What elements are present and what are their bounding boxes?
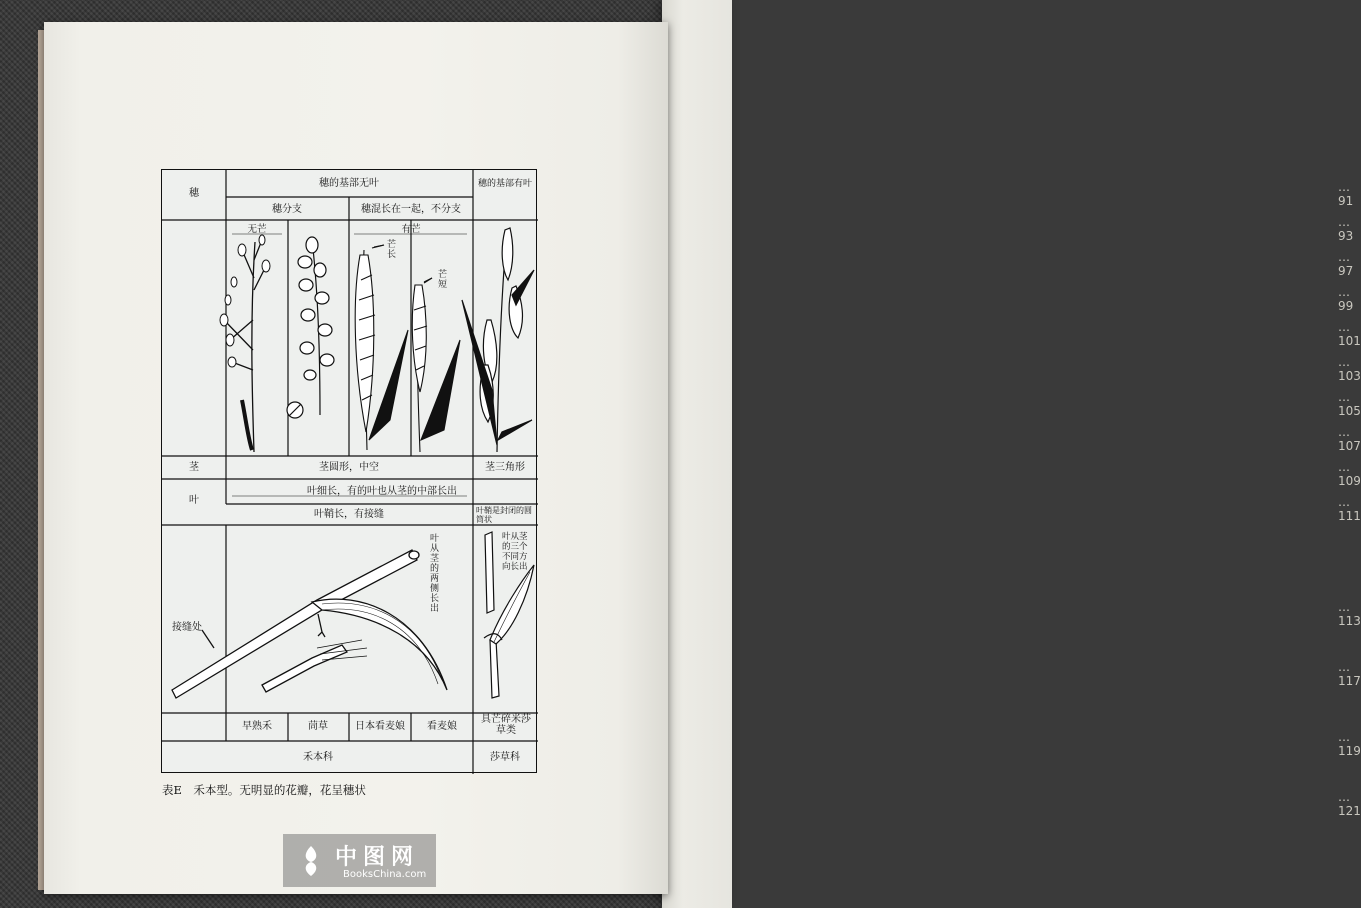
seam-label: 接缝处 [172,622,202,633]
awn-short-illustration [412,278,460,452]
ghost-text: …113 [1338,600,1361,628]
row-label-spike: 穗 [189,188,199,199]
row-label-leaf: 叶 [189,495,199,506]
watermark-logo-icon [295,844,327,878]
awn-long-illustration [355,245,408,450]
label-awn-short: 芒短 [438,270,448,290]
ghost-text: …119 [1338,730,1361,758]
header-mixed: 穗混长在一起，不分支 [361,204,461,215]
ghost-text: …111 [1338,495,1361,523]
species-poa: 早熟禾 [242,721,272,732]
label-awned: 有芒 [401,224,421,235]
beckmannia-illustration [287,237,334,418]
stem-round: 茎圆形，中空 [319,462,379,473]
ghost-text: …117 [1338,660,1361,688]
identification-table [161,169,537,773]
watermark [283,834,436,887]
header-spike-has-leaf: 穗的基部有叶 [477,179,533,189]
ghost-text: …101 [1338,320,1361,348]
ghost-text: …107 [1338,425,1361,453]
ghost-text: …99 [1338,285,1354,313]
family-grass: 禾本科 [303,752,333,763]
header-spike-no-leaf: 穗的基部无叶 [319,178,379,189]
watermark-url: BooksChina.com [343,869,427,880]
stem-triangle: 茎三角形 [485,462,525,473]
species-beckmannia: 茼草 [308,721,328,732]
leaf-sheath-illustration [172,550,447,698]
ghost-text: …93 [1338,215,1354,243]
ghost-text: …109 [1338,460,1361,488]
ghost-text: …103 [1338,355,1361,383]
header-branched: 穗分支 [272,204,302,215]
ghost-text: …105 [1338,390,1361,418]
watermark-text: 中图网 [335,845,420,870]
label-no-awn: 无芒 [247,224,267,235]
species-sedge: 具芒碎米莎草类 [481,714,531,736]
leaf-two-sides: 叶从茎的两侧长出 [430,534,440,614]
row-label-stem: 茎 [189,462,199,473]
label-awn-long: 芒长 [387,240,397,260]
sheath-long: 叶鞘长，有接缝 [314,509,384,520]
ghost-text: …91 [1338,180,1354,208]
leaf-three-dirs: 叶从茎的三个不同方向长出 [502,532,528,572]
poa-illustration [220,235,270,452]
leaf-narrow: 叶细长，有的叶也从茎的中部长出 [307,486,457,497]
family-sedge: 莎草科 [490,752,520,763]
sheath-closed: 叶鞘是封闭的圆筒状 [476,506,532,524]
ghost-text: …97 [1338,250,1354,278]
species-alopecurus: 看麦娘 [427,721,457,732]
species-alopecurus-japonicus: 日本看麦娘 [355,721,405,732]
label-arrows [374,245,432,282]
facing-page [662,0,1361,908]
table-caption: 表E 禾本型。无明显的花瓣，花呈穗状 [162,783,366,797]
ghost-text: …121 [1338,790,1361,818]
